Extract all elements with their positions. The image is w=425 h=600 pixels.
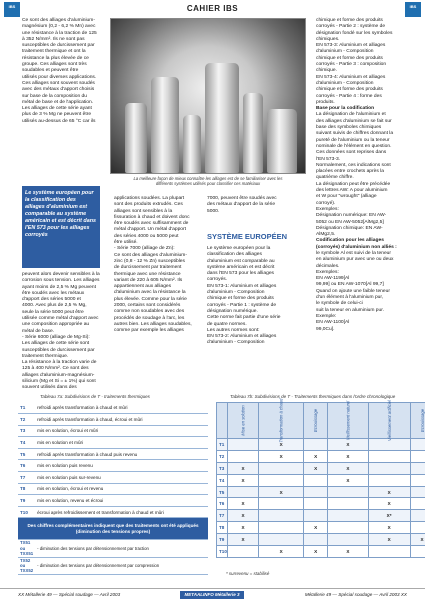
table-row	[18, 472, 208, 484]
column-3-top	[207, 196, 291, 215]
text-line: utilisés pour diverses applications.	[22, 74, 97, 80]
row-code: T9	[18, 495, 35, 507]
text-line: La désignation de l'aluminium et	[316, 112, 386, 118]
text-line: Les alliages de cette série ayant	[22, 106, 92, 112]
aluminium-products-photo	[110, 18, 306, 174]
text-line: Ce sont des alliages d'aluminium-	[114, 252, 187, 258]
column-header-label: Vieillissement artificiel	[386, 400, 392, 441]
text-line: d'aluminium - Composition	[207, 340, 265, 346]
table-row	[217, 474, 425, 486]
ibs-logo-right: IBS	[405, 2, 421, 17]
text-line: susceptibles de durcissement par	[22, 43, 95, 49]
highlight-box: Le système européen pour la classification des alliages d'aluminium est comparable au système américain et est décrit dans l'EN 573 pour les alliages corroyés	[22, 186, 100, 268]
table-row	[18, 506, 208, 518]
text-line: silicium (Mg et Si = ± 1%) qui sont	[22, 379, 96, 385]
text-line: souvent utilisés dans des	[22, 385, 77, 391]
table-cell: X	[259, 450, 304, 462]
text-line: comme par exemple les alliages	[114, 328, 184, 334]
column-header	[227, 403, 258, 439]
table-cell: X	[368, 522, 410, 534]
text-line: comme non soudables avec des	[114, 309, 185, 315]
text-line: Quand on ajoute une faible teneur	[316, 288, 390, 294]
text-line: traitement thermique.	[22, 353, 69, 359]
section-title: CAHIER IBS	[186, 4, 239, 13]
text-line: - Série 7000 (alliage de Zn):	[114, 246, 175, 252]
table-7b-caption: Tableau 7b: Subdivisions de T - Traitements thermiques dans l'ordre chronologique	[230, 394, 396, 399]
text-line: d'apport des séries 5000 et	[22, 297, 81, 303]
column-header-label: Ecrouissage	[313, 408, 319, 433]
table-row	[217, 534, 425, 546]
text-line: d'aluminium - Composition	[207, 290, 265, 296]
text-line: zinc (0,8 - 12 % Zn) susceptibles	[114, 258, 185, 264]
table-cell	[328, 510, 369, 522]
footer-left: XX Métallerie 49 — Spécial soudage — Avril 2003	[18, 592, 121, 597]
table-cell	[259, 474, 304, 486]
row-code: T4	[18, 437, 35, 449]
table-cell	[227, 439, 258, 451]
text-line: EN 573-3: Aluminium et alliages	[316, 43, 386, 49]
table-row	[18, 495, 208, 507]
table-row	[18, 540, 208, 557]
table-cell	[368, 474, 410, 486]
text-line: quatrième chiffre.	[316, 175, 354, 181]
row-description: écroui après refroidissement et transformation à chaud et mûri	[35, 506, 208, 518]
table-row	[18, 483, 208, 495]
table-cell	[410, 450, 425, 462]
table-cell	[304, 534, 328, 546]
text-line: être utilisé.	[114, 240, 138, 246]
text-line: d'un élément à l'aluminium pur,	[316, 295, 384, 301]
text-line: plus élevée. Comme pour la série	[114, 296, 187, 302]
row-label: T6	[217, 498, 228, 510]
ibs-logo-left: IBS	[4, 2, 20, 17]
table-cell	[368, 450, 410, 462]
text-line: le symbole Al est suivi de la teneur	[316, 250, 392, 256]
text-line: corroyés - Partie 1 : système de	[207, 302, 277, 308]
text-line: de durcissement par traitement	[114, 265, 182, 271]
text-line: corroyés - Partie 2 : système de	[316, 24, 386, 30]
row-code: T5	[18, 448, 35, 460]
text-line: l'EN 573-3.	[316, 156, 341, 162]
row-code: T3	[18, 425, 35, 437]
row-description: refroidi après transformation à chaud et mûri	[35, 402, 208, 414]
row-description: mis en solution puis sur-revenu	[35, 472, 208, 484]
page-header	[0, 0, 425, 18]
table-cell: X	[328, 546, 369, 558]
text-line: alliages d'aluminium-magnésium-	[22, 372, 95, 378]
table-row	[217, 462, 425, 474]
text-line: une composition appropriée au	[22, 322, 90, 328]
text-line: résistance la plus élevée de ce	[22, 55, 89, 61]
column-3-bottom	[207, 246, 291, 347]
text-line: alliages sont sensibles à la	[114, 208, 173, 214]
text-line: chimique et forme des produits	[207, 296, 274, 302]
table-cell: X	[227, 534, 258, 546]
row-code: T7	[18, 472, 35, 484]
table-cell	[227, 546, 258, 558]
text-line: métal de base et de l'application.	[22, 99, 94, 105]
text-line: système américain et est décrit	[207, 264, 275, 270]
table-cell: X	[328, 474, 369, 486]
text-line: le symbole de celui-ci	[316, 301, 363, 307]
text-line: être soudés avec suffisamment de	[114, 221, 189, 227]
text-line: chimique.	[316, 68, 337, 74]
page-footer	[0, 588, 425, 600]
table-cell	[304, 486, 328, 498]
text-line: Base pour la codification	[316, 106, 375, 112]
table-row	[18, 437, 208, 449]
table-cell: X	[368, 498, 410, 510]
table-row	[217, 546, 425, 558]
row-label: T1	[217, 439, 228, 451]
row-label: T10	[217, 546, 228, 558]
text-line: chimique et forme des produits	[316, 18, 383, 23]
text-line: en aluminium pur avec une ou deux	[316, 257, 394, 263]
table-cell: X	[328, 439, 369, 451]
text-line: 4000. Avec plus de 2,5 % Mg,	[22, 303, 87, 309]
table-cell: X	[410, 534, 425, 546]
text-line: Codification pour les alliages	[316, 238, 384, 244]
column-4	[316, 18, 406, 333]
table-cell: X	[227, 474, 258, 486]
table-cell	[328, 498, 369, 510]
table-cell: X	[328, 462, 369, 474]
column-header-label: Transformation à chaud	[278, 398, 284, 443]
text-line: Les alliages de cette série sont	[22, 341, 90, 347]
text-line: La résistance à la traction varie de	[22, 360, 97, 366]
table-cell: X	[304, 546, 328, 558]
column-1-top	[22, 18, 104, 125]
column-header	[410, 403, 425, 439]
table-cell	[304, 439, 328, 451]
row-label: T5	[217, 486, 228, 498]
text-line: variant de 220 à 605 N/mm². Ils	[114, 277, 183, 283]
text-line: - Série 6000 (alliage de Mg-Si):	[22, 334, 90, 340]
table-cell	[410, 486, 425, 498]
text-line: 125 à 400 N/mm². Ce sont des	[22, 366, 89, 372]
text-line: appartiennent aux alliages	[114, 284, 172, 290]
row-label: T4	[217, 474, 228, 486]
table-cell	[410, 522, 425, 534]
table-cell	[410, 439, 425, 451]
text-line: produits.	[316, 99, 335, 105]
row-label: T8	[217, 522, 228, 534]
text-line: applications soudées. La plupart	[114, 196, 185, 201]
text-line: traitement thermique et ont la	[22, 49, 86, 55]
table-7b-note: * surrevenu = stabilisé	[226, 571, 270, 576]
corner-cell	[217, 403, 228, 439]
row-label: T3	[217, 462, 228, 474]
text-line: corroyés - Partie 3 : composition	[316, 62, 387, 68]
text-line: des alliages d'aluminium se fait sur	[316, 118, 392, 124]
text-line: désignation numérique.	[207, 308, 258, 314]
table-cell	[227, 486, 258, 498]
text-line: de quatre normes.	[207, 321, 247, 327]
table-cell	[328, 486, 369, 498]
text-line: dans l'EN 573 pour les alliages	[207, 271, 274, 277]
text-line: à 352 N/mm². Ils ne sont pas	[22, 36, 85, 42]
table-cell	[410, 474, 425, 486]
row-label: T9	[217, 534, 228, 546]
column-header-label: Ecrouissage	[419, 408, 425, 433]
text-line: utilisés au-dessus de 65 °C car ils	[22, 118, 96, 124]
table-band-row	[18, 518, 208, 540]
row-description: mis en solution, revenu et écroui	[35, 495, 208, 507]
text-line: autres bien. Les alliages soudables,	[114, 321, 192, 327]
table-cell	[328, 522, 369, 534]
table-row	[18, 557, 208, 574]
table-cell: X	[259, 439, 304, 451]
text-line: suivant suivis de chiffres donnant la	[316, 131, 394, 137]
text-line: désignation fondé sur les symboles	[316, 30, 393, 36]
text-line: plus de 3 % Mg ne peuvent être	[22, 112, 92, 118]
heading-systeme-europeen: SYSTÈME EUROPÉEN	[207, 232, 288, 241]
table-cell	[410, 510, 425, 522]
row-description: - diminution des tensions par détensionnement par compression	[35, 557, 208, 574]
photo-caption: La meilleure façon de mieux connaître les alliages est de se familiariser avec les différents systèmes utilisés pour classifier ces matériaux	[133, 176, 283, 187]
table-cell: X	[259, 546, 304, 558]
text-line: métal d'apport. Un métal d'apport	[114, 227, 187, 233]
row-code: T1	[18, 402, 35, 414]
table-cell	[328, 534, 369, 546]
text-line: EN AW-1199[Al	[316, 276, 350, 282]
text-line: Désignation chimique: EN AW-	[316, 225, 383, 231]
table-cell: X	[227, 498, 258, 510]
text-line: base des symboles chimiques	[316, 125, 382, 131]
table-cell: X*	[368, 510, 410, 522]
text-line: d'aluminium avec la résistance la	[114, 290, 186, 296]
text-line: Ces alliages sont souvent soudés	[22, 80, 95, 86]
table-7a-caption: Tableau 7a: Subdivisions de T - traitements thermiques	[40, 394, 150, 399]
row-description: mis en solution puis revenu	[35, 460, 208, 472]
row-code: T10	[18, 506, 35, 518]
table-row	[18, 402, 208, 414]
text-line: Le système européen pour la	[207, 246, 271, 251]
text-line: une résistance à la traction de 125	[22, 30, 97, 36]
text-line: corroyé).	[316, 200, 336, 206]
text-line: des lettres AW: A pour aluminium	[316, 188, 388, 194]
text-line: des métaux d'apport de la série	[207, 202, 276, 208]
table-cell: X	[227, 522, 258, 534]
table-cell: X	[368, 534, 410, 546]
text-line: Ce sont des alliages d'aluminium-	[22, 18, 95, 23]
text-line: magnésium (0,2 - 6,2 % Mn) avec	[22, 24, 96, 30]
table-cell	[227, 450, 258, 462]
text-line: nominale de l'élément en question.	[316, 143, 392, 149]
text-line: fissuration à chaud et doivent donc	[114, 214, 190, 220]
text-line: corroyés.	[207, 277, 228, 283]
table-cell: X	[328, 450, 369, 462]
text-line: 99,0Cu].	[316, 326, 335, 332]
text-line: Exemples:	[316, 206, 339, 212]
text-line: EN AW-1100[Al	[316, 320, 350, 326]
text-line: sur base de la composition du	[22, 93, 87, 99]
text-line: Ces données sont reprises dans	[316, 150, 387, 156]
column-header-label: Mise en solution	[240, 405, 246, 436]
row-description: refroidi après transformation à chaud puis revenu	[35, 448, 208, 460]
table-row	[18, 425, 208, 437]
table-cell: X	[259, 486, 304, 498]
table-cell: X	[227, 510, 258, 522]
table-cell: X	[368, 486, 410, 498]
table-row	[217, 522, 425, 534]
text-line: 7000, peuvent être soudés avec	[207, 196, 277, 201]
row-code: T6	[18, 460, 35, 472]
text-line: 99,99] ou EN AW-1070[Al 99,7]	[316, 282, 384, 288]
text-line: sont des produits extrudés. Ces	[114, 202, 183, 208]
text-line: corroyés - Partie 4 : forme des	[316, 93, 382, 99]
text-line: 2000, certains sont considérés	[114, 303, 181, 309]
column-header	[304, 403, 328, 439]
table-cell: X	[304, 522, 328, 534]
table-cell	[304, 474, 328, 486]
row-description: refroidi après transformation à chaud, écroui et mûri	[35, 414, 208, 426]
row-code: T2	[18, 414, 35, 426]
table-cell	[259, 498, 304, 510]
table-cell	[368, 462, 410, 474]
table-row	[217, 486, 425, 498]
text-line: La désignation peut être précédée	[316, 181, 391, 187]
table-cell	[259, 510, 304, 522]
row-code: TX52 ou TXX52	[20, 557, 34, 574]
column-header	[368, 400, 410, 441]
text-line: avec des métaux d'apport choisis	[22, 87, 95, 93]
text-line: suit la teneur en aluminium pur.	[316, 307, 384, 313]
column-1-bottom	[22, 272, 104, 392]
table-cell	[410, 546, 425, 558]
text-line: pureté de l'aluminium ou la teneur	[316, 137, 390, 143]
text-line: placées entre crochets après la	[316, 169, 384, 175]
column-header-label: Vieillissement naturel	[345, 400, 351, 441]
table-cell	[410, 498, 425, 510]
text-line: utilisée comme métal d'apport avec	[22, 316, 99, 322]
text-line: d'aluminium - Composition	[316, 80, 374, 86]
table-row	[217, 510, 425, 522]
table-row	[18, 460, 208, 472]
text-line: Désignation numérique: EN AW-	[316, 213, 387, 219]
band-text: Des chiffres complémentaires indiquent que des traitements ont été appliqués (diminution des tensions propres)	[18, 518, 208, 540]
table-row	[217, 450, 425, 462]
text-line: EN 573-1: Aluminium et alliages	[207, 283, 277, 289]
text-line: seule la série 5000 peut être	[22, 309, 84, 315]
text-line: Les autres normes sont:	[207, 327, 260, 333]
table-cell	[259, 462, 304, 474]
text-line: classification des alliages	[207, 252, 262, 258]
text-line: soudables et peuvent être	[22, 68, 79, 74]
text-line: 5052 ou EN AW-5052[AlMg2,5]	[316, 219, 384, 225]
table-cell	[304, 498, 328, 510]
row-label: T7	[217, 510, 228, 522]
text-line: métal de base.	[22, 328, 55, 334]
table-cell	[259, 522, 304, 534]
text-line: des séries 4000 ou 5000 peut	[114, 233, 179, 239]
table-cell	[368, 546, 410, 558]
text-line: et W pour "wrought" (alliage	[316, 194, 377, 200]
row-label: T2	[217, 450, 228, 462]
text-line: ayant moins de 2,5 % Mg peuvent	[22, 284, 96, 290]
text-line: AlMg2,5.	[316, 232, 336, 238]
text-line: groupe. Ces alliages sont très	[22, 62, 87, 68]
text-line: EN 573-2: Aluminium et alliages	[207, 334, 277, 340]
text-line: chimique et forme des produits	[316, 87, 383, 93]
table-cell	[304, 510, 328, 522]
table-cell: X	[304, 462, 328, 474]
column-header	[259, 398, 304, 443]
row-description: mis en solution, écroui et revenu	[35, 483, 208, 495]
text-line: Normalement, ces indications sont	[316, 162, 391, 168]
text-line: chimique et forme des produits	[316, 55, 383, 61]
row-code: T8	[18, 483, 35, 495]
table-row	[18, 414, 208, 426]
column-2	[114, 196, 198, 335]
table-cell: X	[304, 450, 328, 462]
text-line: procédés de soudage à l'arc, les	[114, 315, 185, 321]
footer-logo: METAALINFO Métallerie 3	[180, 591, 244, 599]
text-line: (corroyés) d'aluminium non alliés :	[316, 244, 397, 250]
text-line: d'aluminium est comparable au	[207, 258, 275, 264]
table-row	[18, 448, 208, 460]
column-header	[328, 400, 369, 441]
table-cell	[259, 534, 304, 546]
text-line: décimales.	[316, 263, 340, 269]
table-row	[217, 439, 425, 451]
text-line: Exemples:	[316, 269, 339, 275]
table-cell: X	[227, 462, 258, 474]
text-line: Cette norme fait partie d'une série	[207, 315, 281, 321]
table-row	[217, 498, 425, 510]
row-description: mis en solution, écroui et mûri	[35, 425, 208, 437]
table-7b	[216, 398, 425, 558]
text-line: 5000.	[207, 208, 220, 214]
text-line: chimiques.	[316, 36, 340, 42]
text-line: peuvent alors devenir sensibles à la	[22, 272, 100, 277]
text-line: susceptibles de durcissement par	[22, 347, 95, 353]
footer-right: Métallerie 49 — Spécial soudage — Avril 2003 XX	[304, 592, 407, 597]
row-description: - diminution des tensions par détensionnement par traction	[35, 540, 208, 557]
text-line: corrosion sous tension. Les alliages	[22, 278, 100, 284]
text-line: Exemple:	[316, 313, 337, 319]
text-line: être soudés avec les métaux	[22, 290, 85, 296]
table-7a	[18, 402, 208, 575]
text-line: EN 573-4: Aluminium et alliages	[316, 74, 386, 80]
row-description: mis en solution et mûri	[35, 437, 208, 449]
row-code: TX51 ou TXX51	[20, 540, 34, 557]
text-line: d'aluminium - Composition	[316, 49, 374, 55]
text-line: thermique avec une résistance	[114, 271, 181, 277]
table-cell	[410, 462, 425, 474]
